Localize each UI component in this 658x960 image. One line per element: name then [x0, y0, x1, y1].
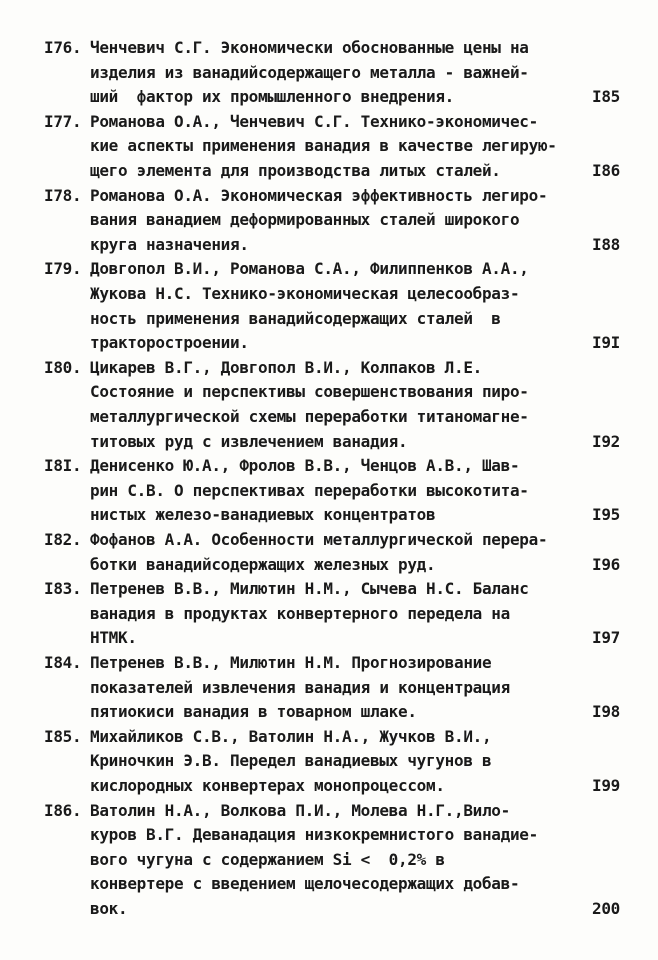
entry-text-line: Петренев В.В., Милютин Н.М. Прогнозирование: [90, 653, 492, 672]
entry-text: [90, 528, 570, 577]
entry-text: [90, 454, 570, 528]
entry-number: I84.: [44, 653, 82, 672]
entry-text-line: Романова О.А., Ченчевич С.Г. Технико-экономичес-: [90, 111, 538, 131]
entry-text: [90, 184, 570, 258]
entry-page-number: I98: [592, 702, 620, 722]
entry-text-line: Фофанов А.А. Особенности металлургической перера-: [90, 530, 548, 549]
entry-page-number: I95: [592, 505, 620, 525]
entry-text-line: кие аспекты применения ванадия в качестве легирую-: [90, 136, 557, 156]
entry-page-number: I97: [592, 628, 620, 648]
entry-number: I76.: [44, 38, 82, 57]
entry-text: [90, 725, 570, 799]
entry-text-line: металлургической схемы переработки титаномагне-: [90, 406, 529, 426]
entry-number: I83.: [44, 579, 82, 599]
entry-page-number: I86: [592, 160, 620, 180]
entry-text-line: рин С.В. О перспективах переработки высокотита-: [90, 480, 529, 500]
entry-text-line: ботки ванадийсодержащих железных руд.: [90, 554, 436, 574]
entry-number: I85.: [44, 726, 82, 746]
entry-page-number: I99: [592, 775, 620, 795]
entry-text: [90, 36, 570, 110]
entry-page-number: I92: [592, 431, 620, 451]
entry-text-line: конвертере с введением щелочесодержащих добав-: [90, 874, 520, 894]
entry-page-number: 200: [592, 898, 620, 918]
entry-text: [90, 651, 570, 725]
entry-text-line: Михайликов С.В., Ватолин Н.А., Жучков В.И.,: [90, 726, 492, 746]
entry-number: I78.: [44, 185, 82, 205]
entry-page-number: I88: [592, 234, 620, 254]
entry-text-line: Ченчевич С.Г. Экономически обоснованные цены на: [90, 38, 529, 57]
entry-text-line: вания ванадием деформированных сталей широкого: [90, 210, 520, 230]
entry-text-line: щего элемента для производства литых сталей.: [90, 160, 501, 180]
entry-text-line: Ватолин Н.А., Волкова П.И., Молева Н.Г.,Вило-: [90, 800, 510, 820]
entry-text-line: Петренев В.В., Милютин Н.М., Сычева Н.С. Баланс: [90, 579, 529, 599]
entry-page-number: I96: [592, 554, 620, 574]
entry-text-line: ванадия в продуктах конвертерного передела на: [90, 603, 510, 623]
entry-text-line: Цикарев В.Г., Довгопол В.И., Колпаков Л.Е.: [90, 357, 482, 377]
entry-number: I8I.: [44, 456, 82, 476]
entry-text: [90, 110, 570, 184]
entry-number: I77.: [44, 111, 82, 131]
entry-text-line: ность применения ванадийсодержащих сталей в: [90, 308, 501, 328]
entry-text-line: изделия из ванадийсодержащего металла - важней-: [90, 62, 529, 82]
entry-text-line: круга назначения.: [90, 234, 249, 254]
entry-page-number: I9I: [592, 333, 620, 353]
entry-number: I80.: [44, 357, 82, 377]
entry-text-line: Денисенко Ю.А., Фролов В.В., Ченцов А.В., Шав-: [90, 456, 520, 476]
entry-text: [90, 577, 570, 651]
entry-text-line: тракторостроении.: [90, 333, 249, 353]
entry-text-line: титовых руд с извлечением ванадия.: [90, 431, 408, 451]
entry-text: [90, 356, 570, 454]
entry-text-line: НТМК.: [90, 628, 137, 648]
entry-text-line: Криночкин Э.В. Передел ванадиевых чугунов в: [90, 751, 492, 771]
entry-text-line: пятиокиси ванадия в товарном шлаке.: [90, 702, 417, 722]
entry-text-line: кислородных конвертерах монопроцессом.: [90, 775, 445, 795]
entry-text-line: Довгопол В.И., Романова С.А., Филиппенков А.А.,: [90, 259, 529, 279]
entry-text-line: ший фактор их промышленного внедрения.: [90, 87, 454, 107]
entry-text-line: Жукова Н.С. Технико-экономическая целесообраз-: [90, 283, 520, 303]
entry-text: [90, 799, 570, 922]
entry-number: I79.: [44, 259, 82, 279]
entry-text-line: нистых железо-ванадиевых концентратов: [90, 505, 436, 525]
entry-number: I82.: [44, 530, 82, 549]
entry-text-line: показателей извлечения ванадия и концентрация: [90, 677, 510, 697]
entry-text-line: Состояние и перспективы совершенствования пиро-: [90, 382, 529, 402]
entry-text-line: вок.: [90, 898, 128, 918]
entry-number: I86.: [44, 800, 82, 820]
entry-text: [90, 257, 570, 355]
entry-text-line: Романова О.А. Экономическая эффективность легиро-: [90, 185, 548, 205]
entry-text-line: куров В.Г. Деванадация низкокремнистого ванадие-: [90, 825, 538, 845]
entry-text-line: вого чугуна с содержанием Si < 0,2% в: [90, 849, 445, 869]
entry-page-number: I85: [592, 87, 620, 107]
